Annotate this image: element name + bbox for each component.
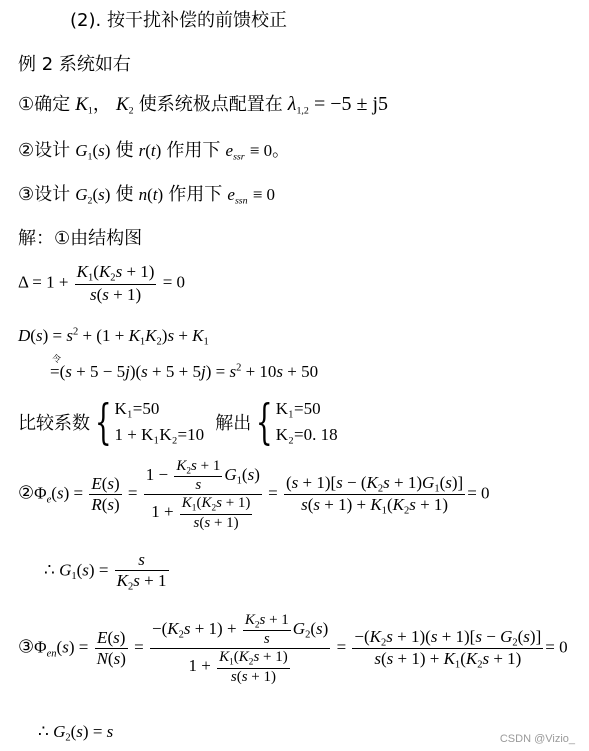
solution-title: 解：①由结构图 [18, 228, 143, 249]
task-1-rhs: = −5 ± j5 [313, 93, 389, 115]
delta-equation: Δ = 1 + $\frac{K_1(K_2s + 1)}{s(s + 1)}$ = 0 [18, 262, 186, 304]
g1-result: ∴ $G_1(s)$ = $\frac{s}{K_2s + 1}$ [44, 550, 167, 593]
ds-equation: $D(s) = s^2 + (1 + K_1K_2)s + K_1$ [18, 326, 209, 348]
example-title: 例 2 系统如右 [18, 54, 131, 75]
task-1-mid: 使系统极点配置在 [138, 94, 283, 115]
coefficient-comparison: 比较系数 { K₁=50 1 + K₁K₂=10 解出 { K₁=50 K₂=0. 18 [18, 394, 338, 450]
watermark: CSDN @Vizio_ [499, 733, 575, 745]
task-3: ③设计 $G_2(s)$ 使 n(t) 作用下 $e_{ssn} \equiv 0$ [18, 184, 276, 207]
task-1-prefix: ①确定 [18, 94, 71, 115]
g2-result: ∴ $G_2(s) = s$ [38, 722, 114, 744]
coeff-eq-1: K₁=50 [114, 399, 160, 418]
result-k1: K₁=50 [275, 399, 321, 418]
result-k2: K₂=0. 18 [275, 425, 338, 444]
phi-e-equation: $②\Phi_e(s)$ = $\frac{E(s)}{R(s)}$ = 1 − $\frac{K_2s + 1}{s}$ $G_1(s)$ 1 + $\frac{K_1(K_2s + 1)}{s(s + 1)}$ = $\frac{(s + 1)[s - (K_2s + 1)G_1(s)]}{s(s + 1) + K_1(K_2s + 1)}$ = 0 [18, 458, 490, 531]
task-2: ②设计 $G_1(s)$ 使 r(t) 作用下 $e_{ssr} \equiv 0$。 [18, 140, 290, 163]
section-heading: (2). 按干扰补偿的前馈校正 [70, 10, 287, 31]
coeff-eq-2: 1 + K₁K₂=10 [114, 425, 205, 444]
task-1: ①确定 $K_1$， $K_2$ 使系统极点配置在 $\lambda_{1,2} = -5 \pm j5$ [18, 93, 389, 117]
phi-en-equation: $③\Phi_{en}(s)$ = $\frac{E(s)}{N(s)}$ = $-(K_2s + 1)$ + $\frac{K_2s + 1}{s}$ $G_2(s)$ 1 + $\frac{K_1(K_2s + 1)}{s(s + 1)}$ = $\frac{-(K_2s + 1)(s + 1)[s - G_2(s)]}{s(s + 1) + K_1(K_2s + 1)}$ = 0 [18, 612, 568, 685]
ds-expansion: 令 $=(s + 5 - 5j)(s + 5 + 5j) = s^2 + 10s + 50$ [50, 355, 319, 381]
